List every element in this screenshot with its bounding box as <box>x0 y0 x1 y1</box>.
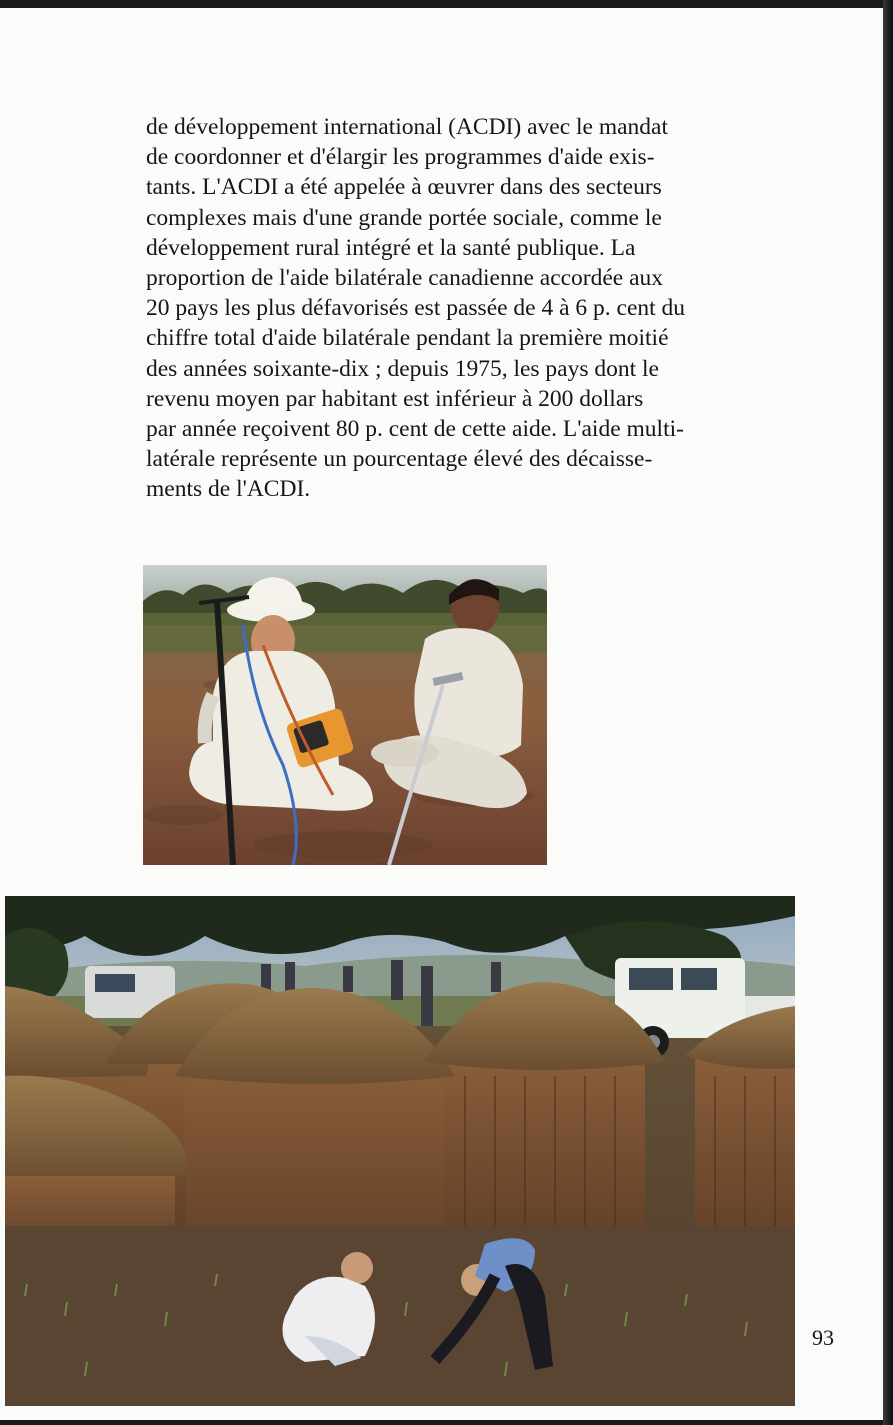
body-paragraph <box>146 112 818 505</box>
text-line: ments de l'ACDI. <box>146 476 311 503</box>
text-line: de développement international (ACDI) avec le mandat <box>146 114 669 140</box>
text-line: revenu moyen par habitant est inférieur à 200 dollars <box>146 385 644 412</box>
text-line: tants. L'ACDI a été appelée à œuvrer dans des secteurs <box>146 174 662 201</box>
text-line: latérale représente un pourcentage élevé des décaisse- <box>146 446 653 473</box>
text-line: chiffre total d'aide bilatérale pendant la première moitié <box>146 325 669 352</box>
text-line: proportion de l'aide bilatérale canadienne accordée aux <box>146 265 664 292</box>
text-line: 20 pays les plus défavorisés est passée de 4 à 6 p. cent du <box>146 295 686 322</box>
text-line: de coordonner et d'élargir les programmes d'aide exis- <box>146 144 655 171</box>
text-line: des années soixante-dix ; depuis 1975, les pays dont le <box>146 355 659 382</box>
book-spine-edge <box>883 0 893 1425</box>
photo-field-survey <box>143 565 547 865</box>
book-page <box>0 8 883 1420</box>
text-line: par année reçoivent 80 p. cent de cette aide. L'aide multi- <box>146 416 684 443</box>
text-line: complexes mais d'une grande portée sociale, comme le <box>146 204 662 231</box>
text-line: développement rural intégré et la santé publique. La <box>146 234 636 261</box>
page-number: 93 <box>812 1325 834 1350</box>
photo-village-huts <box>5 896 795 1406</box>
